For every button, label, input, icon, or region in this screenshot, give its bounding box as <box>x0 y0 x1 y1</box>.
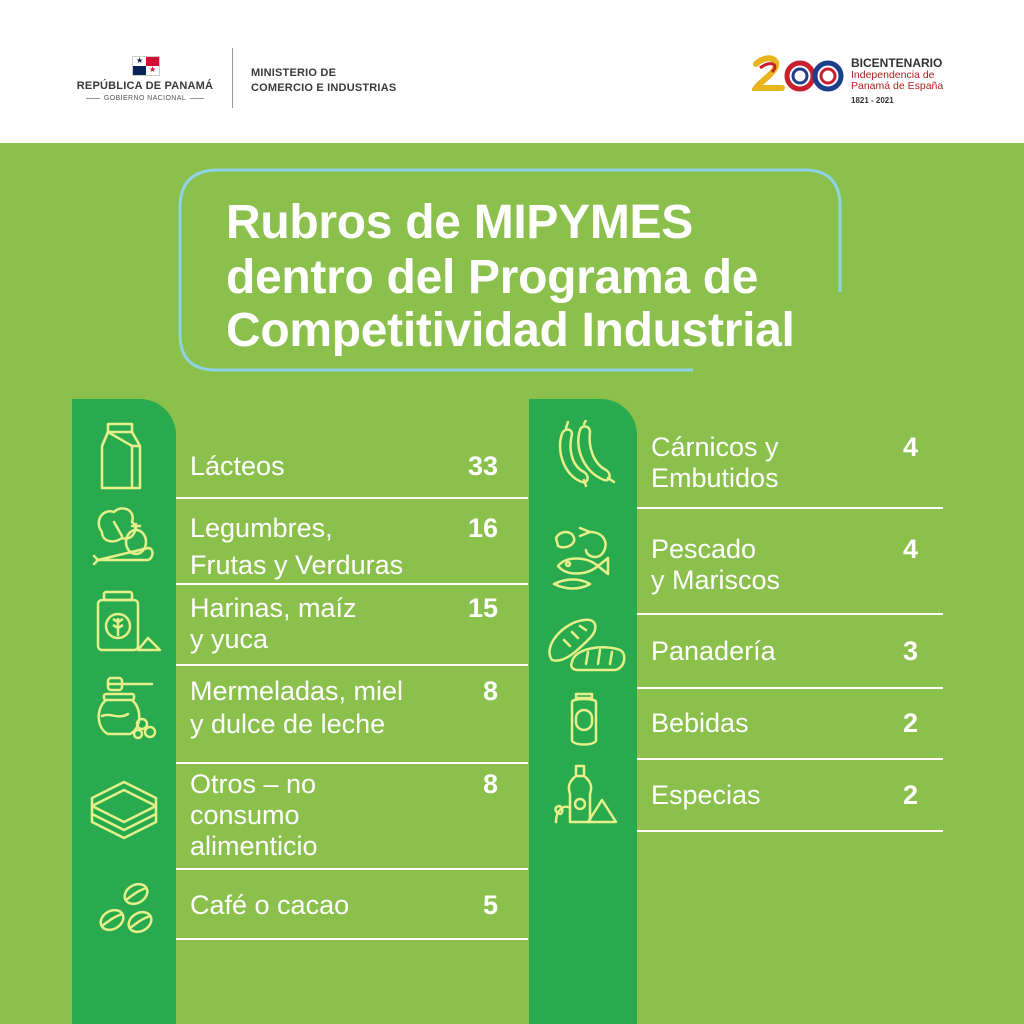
ministry-name: MINISTERIO DE COMERCIO E INDUSTRIAS <box>251 67 397 94</box>
item-count-mermeladas: 8 <box>482 676 498 706</box>
item-label-mermeladas-1: Mermeladas, miel <box>190 676 404 706</box>
item-label-otros-2: consumo <box>190 800 300 830</box>
item-label-mermeladas-2: y dulce de leche <box>190 709 386 739</box>
seafood-icon <box>550 526 612 592</box>
item-count-harinas: 15 <box>467 593 498 623</box>
item-label-harinas-1: Harinas, maíz <box>190 593 357 623</box>
flour-jar-icon <box>92 588 164 654</box>
item-count-pescado: 4 <box>902 534 918 564</box>
item-label-legumbres-2: Frutas y Verduras <box>190 550 404 580</box>
panama-flag-icon: ★ ★ <box>132 56 160 76</box>
item-label-pescado-1: Pescado <box>651 534 757 564</box>
item-label-otros-3: alimenticio <box>190 831 318 861</box>
item-label-bebidas: Bebidas <box>651 708 749 738</box>
honey-jar-icon <box>94 672 158 740</box>
row-divider <box>637 507 943 509</box>
item-label-legumbres-1: Legumbres, <box>190 513 333 543</box>
item-count-cafe: 5 <box>482 890 498 920</box>
item-count-especias: 2 <box>902 780 918 810</box>
header-bar <box>0 0 1024 143</box>
item-label-pescado-2: y Mariscos <box>651 565 781 595</box>
row-divider <box>176 664 528 666</box>
title-line-1: Rubros de MIPYMES <box>226 196 693 249</box>
row-divider <box>176 583 528 585</box>
bicentenario-title: BICENTENARIO <box>851 56 943 70</box>
row-divider <box>637 758 943 760</box>
item-count-bebidas: 2 <box>902 708 918 738</box>
title-line-2: dentro del Programa de <box>226 251 759 304</box>
item-count-panaderia: 3 <box>902 636 918 666</box>
bicentenario-years: 1821 - 2021 <box>851 96 894 105</box>
bicentenario-logo-icon <box>752 52 848 98</box>
title-line-3: Competitividad Industrial <box>226 304 795 357</box>
spices-icon <box>552 764 618 826</box>
row-divider <box>637 687 943 689</box>
government-subtitle: GOBIERNO NACIONAL <box>70 95 220 102</box>
row-divider <box>176 497 528 499</box>
row-divider <box>637 613 943 615</box>
sausages-icon <box>554 420 618 488</box>
coffee-beans-icon <box>96 876 158 938</box>
soda-can-icon <box>566 692 602 748</box>
row-divider <box>176 938 528 940</box>
item-count-carnicos: 4 <box>902 432 918 462</box>
row-divider <box>637 830 943 832</box>
row-divider <box>176 762 528 764</box>
wood-planks-icon <box>88 772 160 844</box>
header-divider <box>232 48 233 108</box>
item-label-lacteos: Lácteos <box>190 451 285 481</box>
item-count-lacteos: 33 <box>467 451 498 481</box>
government-name: REPÚBLICA DE PANAMÁ <box>76 80 214 92</box>
bicentenario-subtitle: Independencia de Panamá de España <box>851 69 944 92</box>
bread-icon <box>544 616 626 674</box>
item-label-harinas-2: y yuca <box>190 624 269 654</box>
item-label-otros-1: Otros – no <box>190 769 317 799</box>
item-count-legumbres: 16 <box>467 513 498 543</box>
item-label-carnicos-1: Cárnicos y <box>651 432 779 462</box>
vegetables-icon <box>92 502 158 568</box>
item-label-especias: Especias <box>651 780 761 810</box>
item-label-panaderia: Panadería <box>651 636 776 666</box>
milk-carton-icon <box>100 420 146 492</box>
item-label-carnicos-2: Embutidos <box>651 463 779 493</box>
row-divider <box>176 868 528 870</box>
item-count-otros: 8 <box>482 769 498 799</box>
item-label-cafe: Café o cacao <box>190 890 350 920</box>
